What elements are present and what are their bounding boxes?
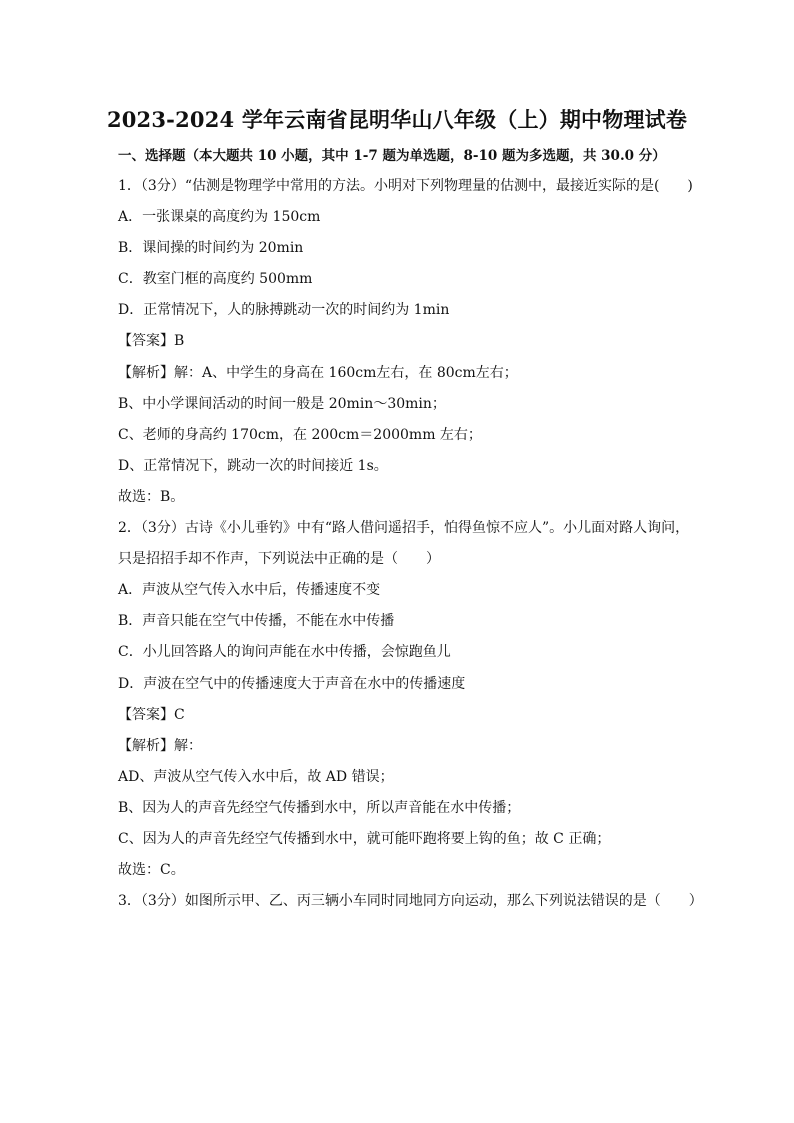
q1-analysis-line-2: B、中小学课间活动的时间一般是 20min～30min； (118, 395, 446, 412)
q1-analysis-line-4: D、正常情况下，跳动一次的时间接近 1s。 (118, 457, 388, 474)
q2-analysis-line-2: B、因为人的声音先经空气传播到水中，所以声音能在水中传播； (118, 799, 521, 816)
q2-analysis-line-1: AD、声波从空气传入水中后，故 AD 错误； (118, 768, 394, 785)
q2-option-b: B．声音只能在空气中传播，不能在水中传播 (118, 613, 395, 630)
exam-content (118, 176, 703, 922)
q1-option-d: D．正常情况下，人的脉搏跳动一次的时间约为 1min (118, 302, 450, 319)
q1-option-c: C．教室门框的高度约 500mm (118, 271, 313, 288)
q1-choice: 故选：B。 (118, 488, 185, 505)
q2-stem-line-1: 2．（3分）古诗《小儿垂钓》中有“路人借问遥招手，怕得鱼惊不应人”。小儿面对路人询问， (118, 520, 690, 537)
q1-analysis-line-3: C、老师的身高约 170cm，在 200cm＝2000mm 左右； (118, 426, 482, 443)
q2-analysis-line-3: C、因为人的声音先经空气传播到水中，就可能吓跑将要上钩的鱼；故 C 正确； (118, 830, 611, 847)
q1-answer: 【答案】B (118, 333, 185, 350)
q2-choice: 故选：C。 (118, 862, 185, 879)
section-header: 一、选择题（本大题共 10 小题，其中 1-7 题为单选题，8-10 题为多选题，共 30.0 分） (118, 148, 666, 164)
q2-option-d: D．声波在空气中的传播速度大于声音在水中的传播速度 (118, 675, 466, 692)
q2-option-c: C．小儿回答路人的询问声能在水中传播，会惊跑鱼儿 (118, 644, 451, 661)
q2-answer: 【答案】C (118, 706, 185, 723)
q1-option-b: B．课间操的时间约为 20min (118, 240, 304, 257)
q2-stem-line-2: 只是招招手却不作声，下列说法中正确的是（ ） (118, 551, 440, 568)
q1-analysis-line-1: 【解析】解：A、中学生的身高在 160cm左右，在 80cm左右； (118, 364, 518, 381)
q2-option-a: A．声波从空气传入水中后，传播速度不变 (118, 582, 381, 599)
exam-title: 2023-2024 学年云南省昆明华山八年级（上）期中物理试卷 (106, 107, 688, 132)
q1-stem: 1．（3分）“估测是物理学中常用的方法。小明对下列物理量的估测中，最接近实际的是( ) (118, 178, 693, 194)
q3-stem: 3．（3分）如图所示甲、乙、丙三辆小车同时同地同方向运动，那么下列说法错误的是（ ） (118, 893, 703, 910)
q2-analysis-heading: 【解析】解： (118, 737, 202, 754)
q1-option-a: A．一张课桌的高度约为 150cm (118, 209, 321, 226)
